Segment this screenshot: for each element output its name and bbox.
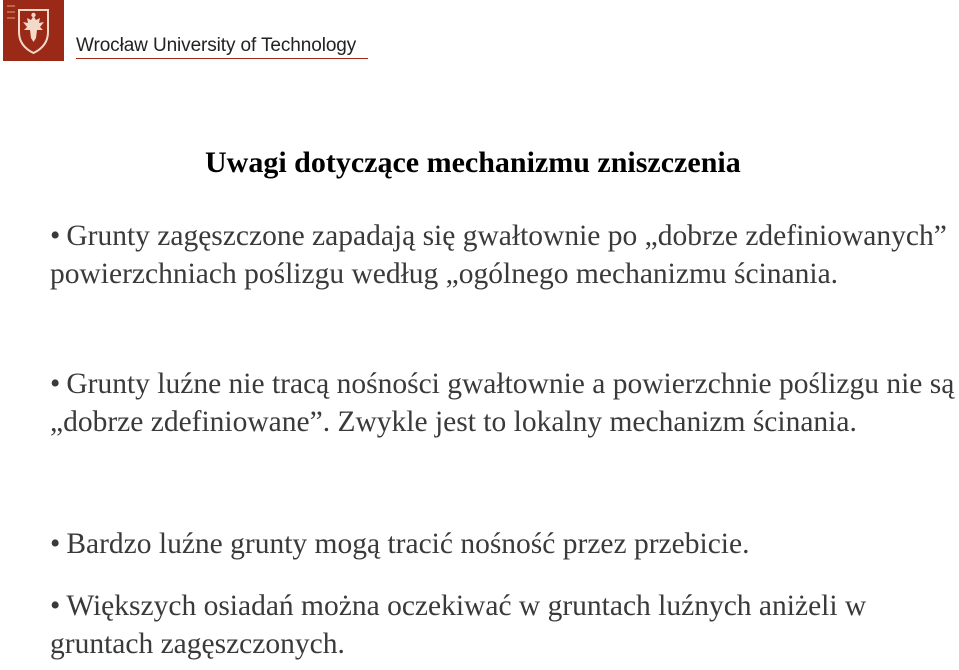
header [3, 0, 368, 62]
bullet-icon: • [50, 528, 61, 560]
bullet-item [50, 587, 955, 663]
bullet-item [50, 365, 955, 441]
bullet-text: Grunty zagęszczone zapadają się gwałtownie po „dobrze zdefiniowanych” powierzchniach poślizgu według „ogólnego mechanizmu ścinania. [50, 220, 947, 290]
bullet-item [50, 217, 955, 293]
bullet-text: Grunty luźne nie tracą nośności gwałtownie a powierzchnie poślizgu nie są „dobrze zdefiniowane”. Zwykle jest to lokalny mechanizm ścinania. [50, 368, 955, 438]
bullet-text: Większych osiadań można oczekiwać w gruntach luźnych aniżeli w gruntach zagęszczonych. [50, 590, 867, 660]
header-divider [76, 58, 368, 59]
bullet-icon: • [50, 220, 61, 252]
university-name: Wrocław University of Technology [76, 35, 357, 56]
university-logo [3, 0, 64, 61]
bullet-item [50, 525, 955, 563]
eagle-crest-icon [3, 0, 64, 61]
bullet-icon: • [50, 590, 61, 622]
slide-title: Uwagi dotyczące mechanizmu zniszczenia [205, 146, 741, 179]
bullet-text: Bardzo luźne grunty mogą tracić nośność przez przebicie. [66, 528, 750, 560]
bullet-icon: • [50, 368, 61, 400]
